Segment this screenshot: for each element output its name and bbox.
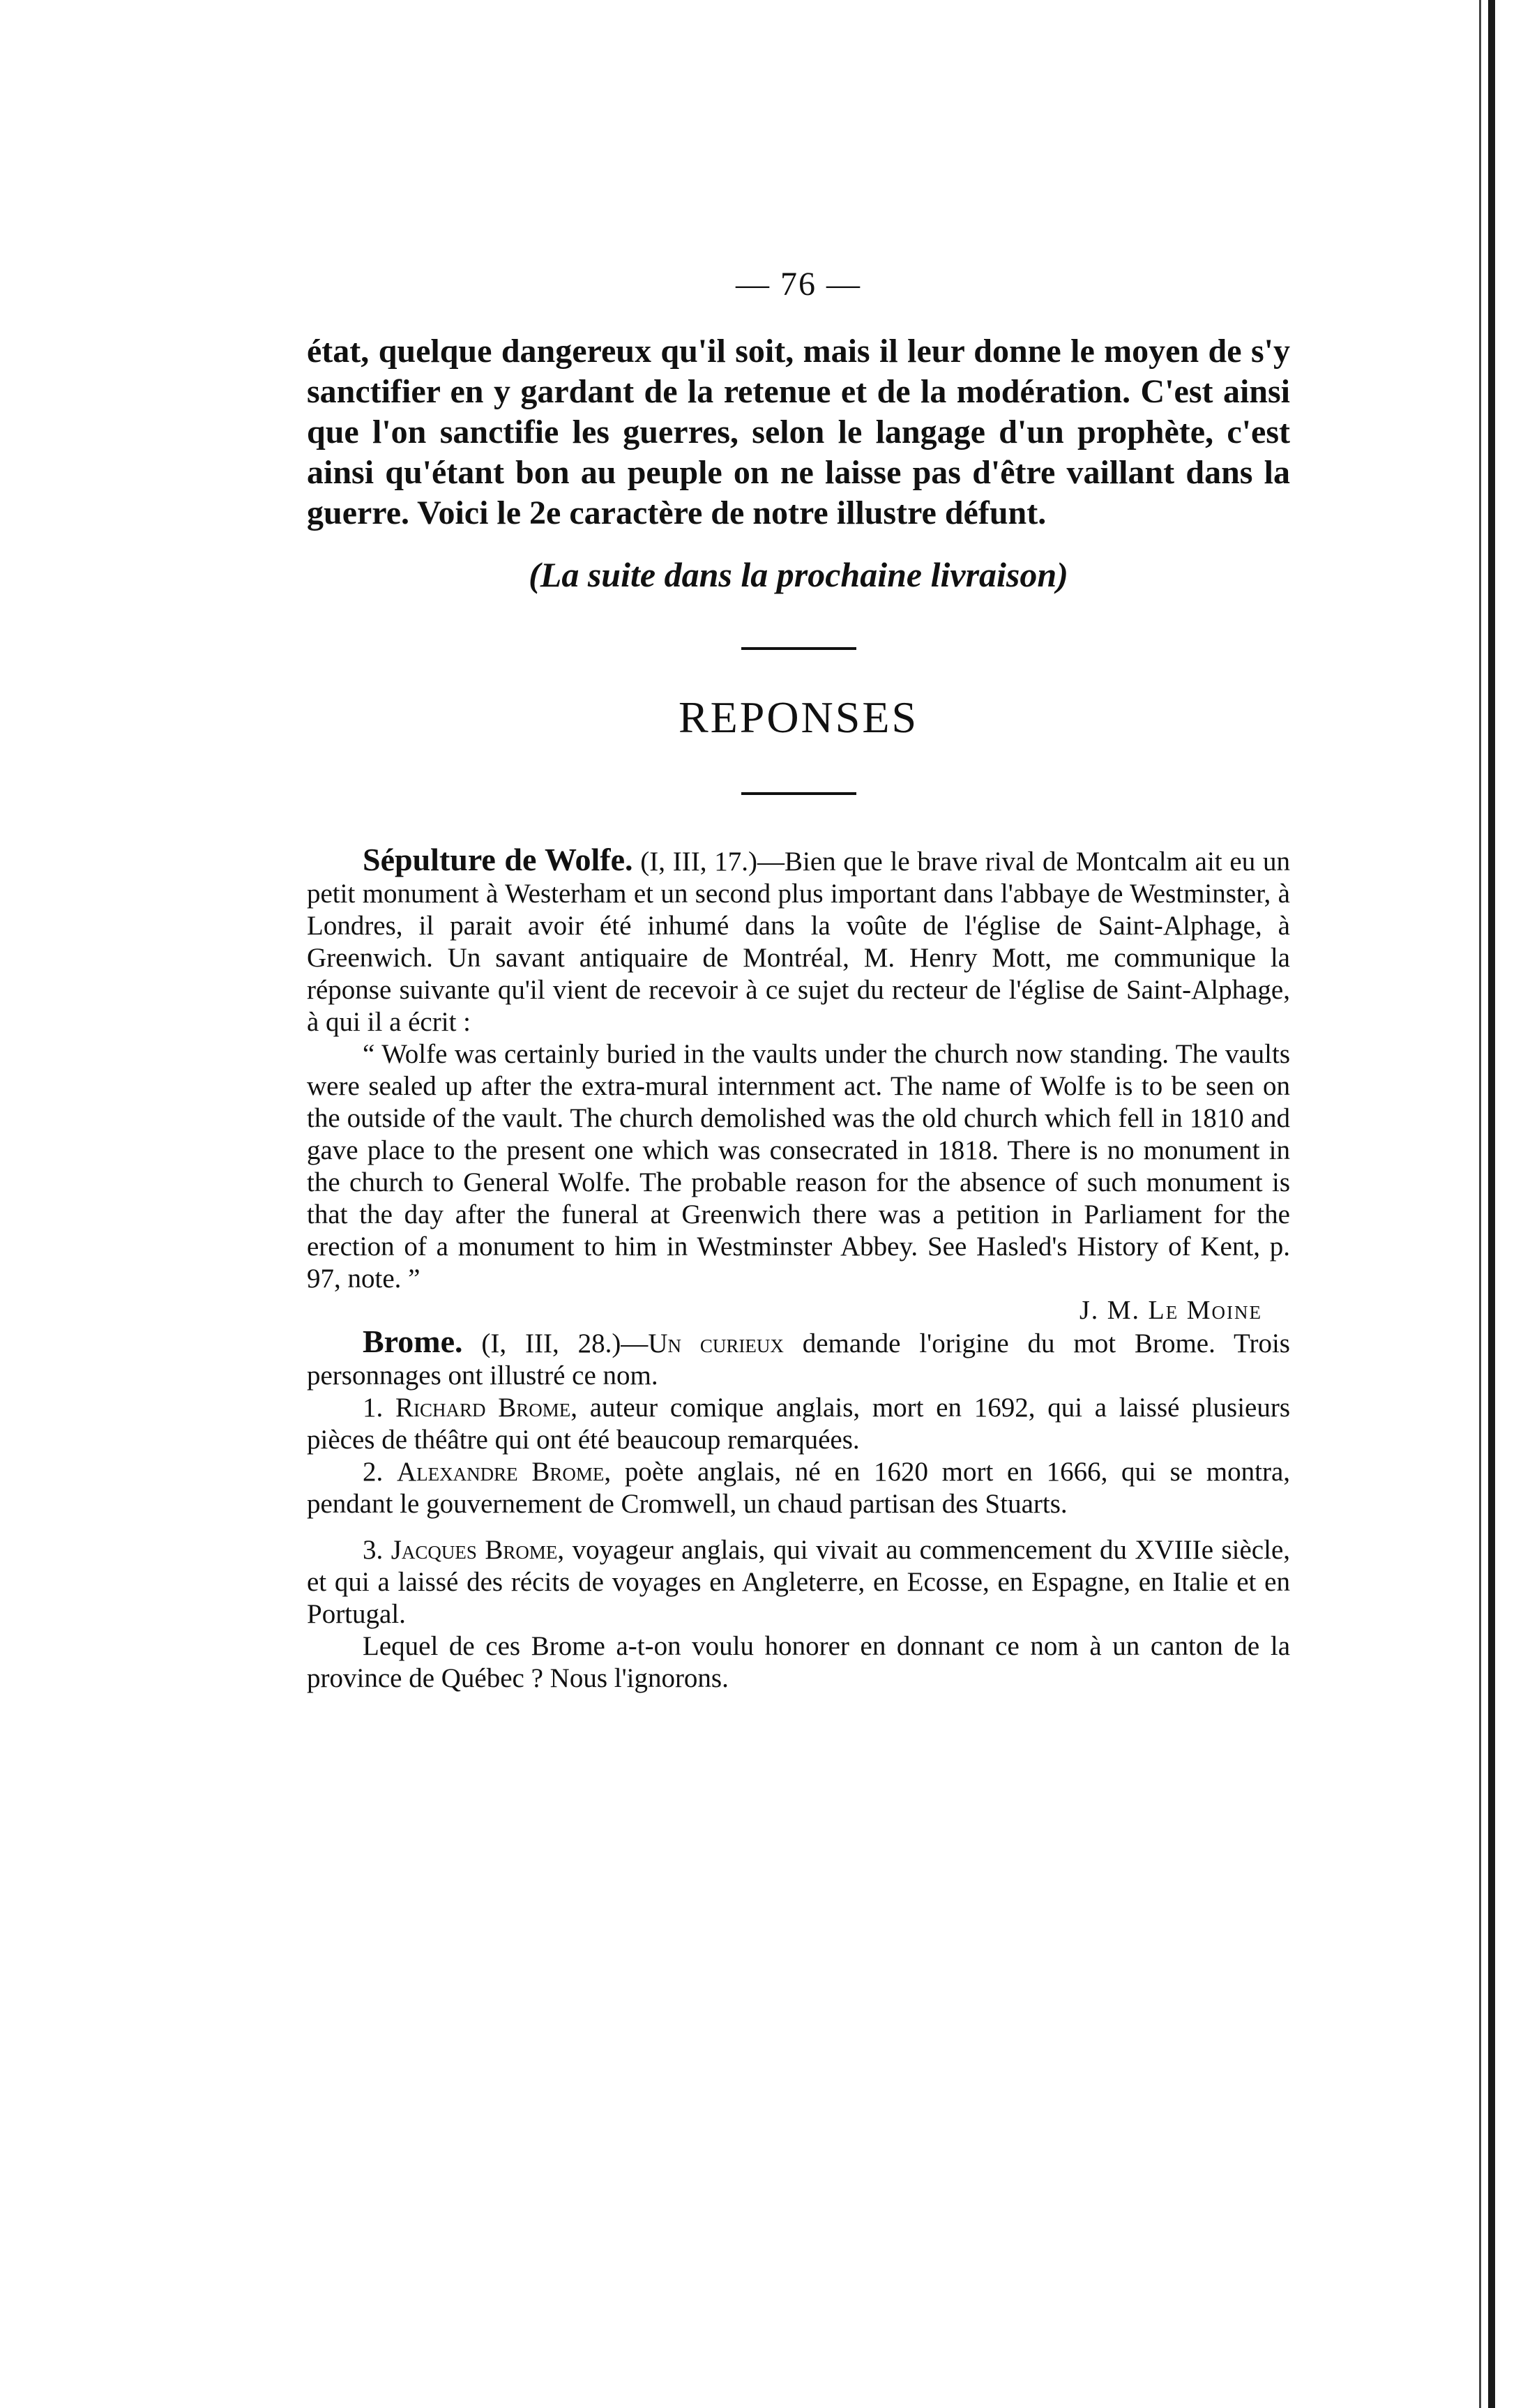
brome-item-2-name: Alexandre Brome: [396, 1457, 605, 1487]
brome-item-1-text: , auteur comique anglais, mort en 1692, qui a laissé plusieurs pièces de théâtre qui ont été beaucoup remarquées.: [307, 1393, 1290, 1455]
spacer: [307, 1520, 1290, 1534]
entry-wolfe-reference: (I, III, 17.)—: [632, 847, 785, 877]
brome-item-3-name: Jacques Brome: [391, 1535, 558, 1565]
entry-brome-reference: (I, III, 28.)—: [462, 1328, 649, 1358]
brome-item-3-number: 3.: [363, 1535, 384, 1565]
section-title: REPONSES: [678, 692, 919, 742]
section-divider-bottom: [741, 792, 856, 795]
entry-brome: [307, 1326, 1290, 1392]
lead-paragraph: état, quelque dangereux qu'il soit, mais il leur donne le moyen de s'y sanctifier en y gardant de la retenue et de la modération. C'est ainsi que l'on sanctifie les guerres, selon le langage d'un prophète, c'est ainsi qu'étant bon au peuple on ne laisse pas d'être vaillant dans la guerre. Voici le 2e caractère de notre illustre défunt.: [307, 333, 1290, 531]
entry-wolfe-quote: “ Wolfe was certainly buried in the vaults under the church now standing. The vaults were sealed up after the extra-mural internment act. The name of Wolfe is to be seen on the outside of the vault. The church demolished was the old church which fell in 1810 and gave place to the present one which was consecrated in 1818. There is no monument in the church to General Wolfe. The probable reason for the absence of such monument is that the day after the funeral at Greenwich there was a petition in Parliament for the erection of a monument to him in Westminster Abbey. See Hasled's History of Kent, p. 97, note. ”: [307, 1039, 1290, 1294]
page-column: [307, 265, 1290, 1695]
page-edge: [1488, 0, 1495, 2408]
brome-item-2-number: 2.: [363, 1457, 384, 1487]
brome-item-1-number: 1.: [363, 1393, 384, 1423]
brome-item-3-text: , voyageur anglais, qui vivait au commencement du XVIIIe siècle, et qui a laissé des récits de voyages en Angleterre, en Ecosse, en Espagne, en Italie et en Portugal.: [307, 1535, 1290, 1629]
entry-brome-heading: Brome.: [363, 1324, 463, 1359]
page-edge-shadow: [1479, 0, 1481, 2408]
entry-brome-asker: Un curieux: [648, 1328, 784, 1358]
brome-item-3: [307, 1534, 1290, 1630]
brome-item-1-name: Richard Brome: [395, 1393, 571, 1423]
brome-item-2-text: , poète anglais, né en 1620 mort en 1666, qui se montra, pendant le gouvernement de Cromwell, un chaud partisan des Stuarts.: [307, 1457, 1291, 1519]
entry-wolfe-signature: J. M. Le Moine: [1079, 1296, 1262, 1325]
entry-brome-body: demande l'origine du mot Brome. Trois personnages ont illustré ce nom.: [307, 1328, 1290, 1391]
entry-wolfe-heading: Sépulture de Wolfe.: [363, 842, 633, 877]
entry-brome-closing: Lequel de ces Brome a-t-on voulu honorer en donnant ce nom à un canton de la province de Québec ? Nous l'ignorons.: [307, 1631, 1290, 1693]
continuation-note: (La suite dans la prochaine livraison): [529, 555, 1068, 594]
entry-wolfe: [307, 844, 1290, 1038]
entry-wolfe-body: Bien que le brave rival de Montcalm ait eu un petit monument à Westerham et un second plus important dans l'abbaye de Westminster, à Londres, il parait avoir été inhumé dans la voûte de l'église de Saint-Alphage, à Greenwich. Un savant antiquaire de Montréal, M. Henry Mott, me communique la réponse suivante qu'il vient de recevoir à ce sujet du recteur de l'église de Saint-Alphage, à qui il a écrit :: [307, 847, 1290, 1037]
page-number: — 76 —: [736, 266, 861, 303]
brome-item-1: [307, 1392, 1290, 1456]
brome-item-2: [307, 1456, 1290, 1520]
section-divider-top: [741, 647, 856, 650]
